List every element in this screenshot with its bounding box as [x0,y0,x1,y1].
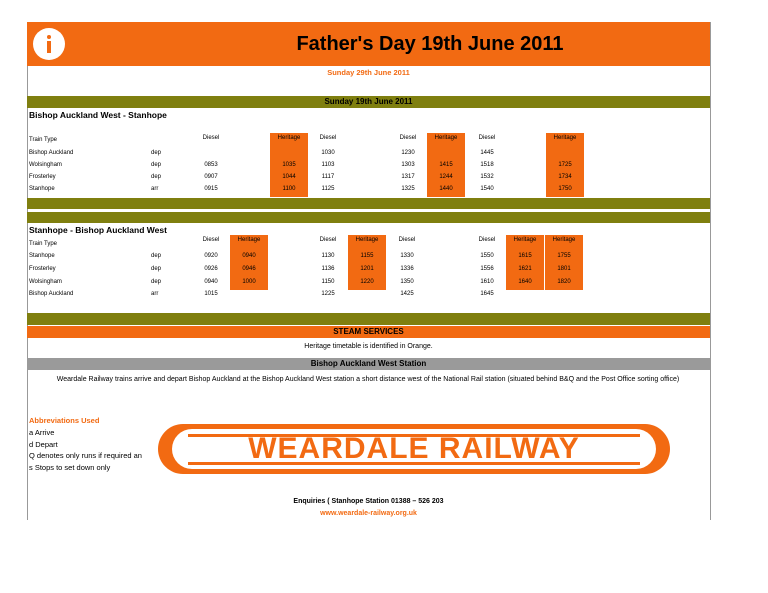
station-band: Bishop Auckland West Station [27,358,710,370]
column-label: Diesel [202,237,220,243]
column-label: Diesel [398,237,416,243]
day-band: Sunday 19th June 2011 [27,96,710,108]
time-cell: 1044 [282,174,296,180]
time-cell: 1225 [321,291,335,297]
separator-band [27,198,710,209]
website-link[interactable]: www.weardale-railway.org.uk [320,510,417,517]
station-name: Frosterley [29,266,56,272]
time-cell: 1425 [400,291,414,297]
time-cell: 0920 [204,253,218,259]
enquiries-line: Enquiries ( Stanhope Station 01388 – 526 203 [293,498,444,505]
time-cell: 1621 [518,266,532,272]
separator-band [27,212,710,223]
time-cell: 1734 [558,174,572,180]
time-cell: 1325 [401,186,415,192]
dep-arr-code: dep [151,279,162,285]
logo-text: WEARDALE RAILWAY [248,432,580,465]
time-cell: 1350 [400,279,414,285]
dep-arr-code: arr [151,186,159,192]
time-cell: 1117 [321,174,335,180]
time-cell: 1201 [360,266,374,272]
section2-heading: Stanhope - Bishop Auckland West [29,225,167,235]
column-label: Heritage [277,135,301,141]
time-cell: 1303 [401,162,415,168]
time-cell: 1440 [439,186,453,192]
station-name: Train Type [29,241,58,247]
time-cell: 1000 [242,279,256,285]
steam-services-band: STEAM SERVICES [27,326,710,338]
column-label: Heritage [237,237,261,243]
time-cell: 1755 [557,253,571,259]
column-label: Heritage [553,135,577,141]
time-cell: 1030 [321,150,335,156]
station-name: Wolsingham [29,279,62,285]
time-cell: 0940 [204,279,218,285]
column-label: Diesel [399,135,417,141]
info-icon [33,28,65,60]
time-cell: 1125 [321,186,335,192]
abbreviation-item: d Depart [29,440,58,449]
time-cell: 1136 [321,266,335,272]
time-cell: 1615 [518,253,532,259]
separator-band [27,313,710,325]
time-cell: 1610 [480,279,494,285]
time-cell: 1415 [439,162,453,168]
time-cell: 1150 [321,279,335,285]
station-name: Bishop Auckland [29,291,74,297]
time-cell: 0915 [204,186,218,192]
time-cell: 1103 [321,162,335,168]
time-cell: 1518 [480,162,494,168]
column-label: Diesel [202,135,220,141]
dep-arr-code: dep [151,150,162,156]
column-label: Diesel [478,237,496,243]
column-label: Diesel [319,135,337,141]
page-title: Father's Day 19th June 2011 [296,33,564,55]
time-cell: 0946 [242,266,256,272]
time-cell: 1556 [480,266,494,272]
abbreviations-title: Abbreviations Used [29,416,100,425]
column-label: Diesel [319,237,337,243]
time-cell: 0853 [204,162,218,168]
heritage-note: Heritage timetable is identified in Orange. [304,343,433,350]
time-cell: 0940 [242,253,256,259]
time-cell: 1015 [204,291,218,297]
time-cell: 1035 [282,162,296,168]
dep-arr-code: dep [151,162,162,168]
station-name: Frosterley [29,174,56,180]
time-cell: 1317 [401,174,415,180]
abbreviation-item: s Stops to set down only [29,463,111,472]
time-cell: 1645 [480,291,494,297]
section1-heading: Bishop Auckland West - Stanhope [29,110,167,120]
dep-arr-code: dep [151,253,162,259]
station-info-text: Weardale Railway trains arrive and depart Bishop Auckland at the Bishop Auckland West station a short distance west of the National Rail station (situated behind B&Q and the Post Office sorting office) [56,376,680,383]
time-cell: 1130 [321,253,335,259]
station-name: Bishop Auckland [29,150,74,156]
station-name: Train Type [29,137,58,143]
abbreviation-item: Q denotes only runs if required an [29,451,142,460]
time-cell: 1220 [360,279,374,285]
station-name: Stanhope [29,253,55,259]
page-subtitle: Sunday 29th June 2011 [327,68,410,77]
time-cell: 0907 [204,174,218,180]
dep-arr-code: arr [151,291,159,297]
dep-arr-code: dep [151,174,162,180]
time-cell: 1550 [480,253,494,259]
column-label: Diesel [478,135,496,141]
time-cell: 1532 [480,174,494,180]
column-label: Heritage [434,135,458,141]
time-cell: 1801 [557,266,571,272]
station-name: Stanhope [29,186,55,192]
time-cell: 1540 [480,186,494,192]
time-cell: 1155 [360,253,374,259]
column-label: Heritage [355,237,379,243]
abbreviation-item: a Arrive [29,428,55,437]
column-label: Heritage [552,237,576,243]
time-cell: 1100 [282,186,296,192]
station-name: Wolsingham [29,162,62,168]
time-cell: 1725 [558,162,572,168]
time-cell: 1336 [400,266,414,272]
time-cell: 1640 [518,279,532,285]
column-label: Heritage [513,237,537,243]
dep-arr-code: dep [151,266,162,272]
time-cell: 1750 [558,186,572,192]
time-cell: 1244 [439,174,453,180]
time-cell: 1230 [401,150,415,156]
time-cell: 1330 [400,253,414,259]
time-cell: 1820 [557,279,571,285]
time-cell: 0926 [204,266,218,272]
time-cell: 1445 [480,150,494,156]
